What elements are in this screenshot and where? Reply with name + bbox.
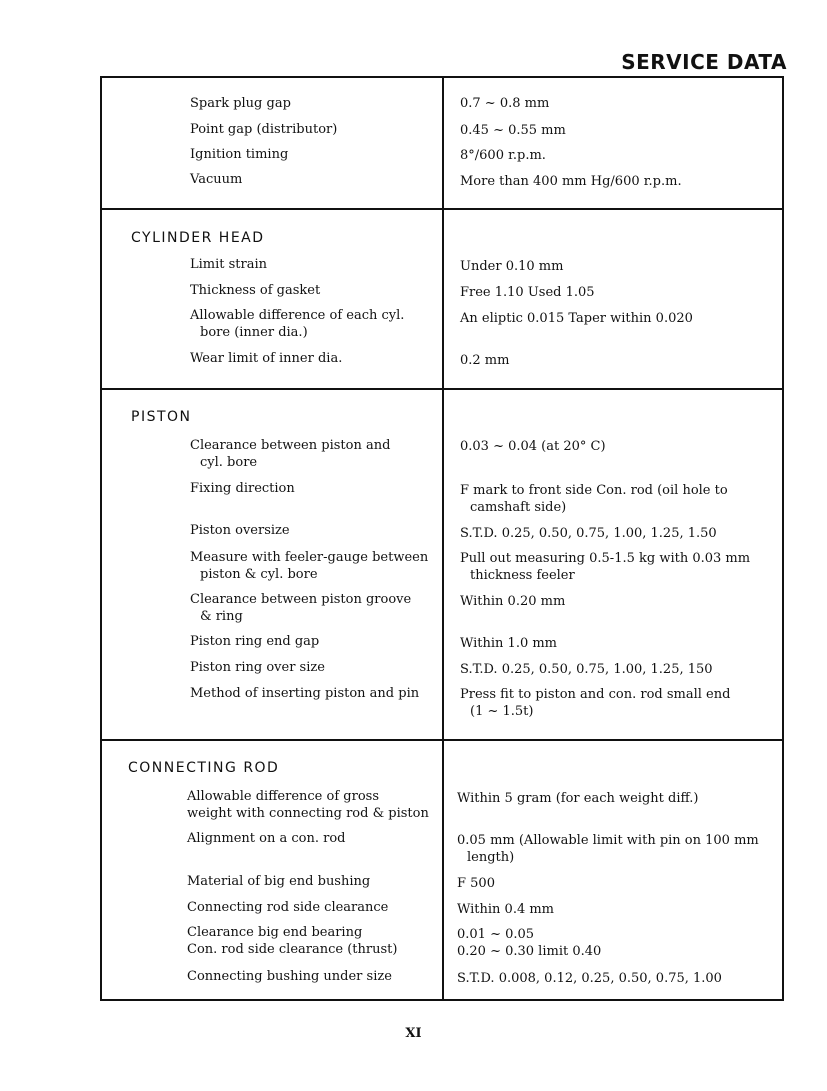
row-value-line: (1 ~ 1.5t) (470, 704, 534, 719)
row-label: Piston ring over size (190, 660, 325, 675)
row-value (460, 550, 780, 584)
row-label-line: weight with connecting rod & piston (187, 806, 429, 821)
row-label: Wear limit of inner dia. (190, 351, 343, 366)
row-label: Ignition timing (190, 147, 289, 162)
row-label (187, 924, 432, 958)
row-label-line: Clearance between piston and (190, 438, 391, 453)
page-number: XI (405, 1026, 422, 1041)
row-value-line: F mark to front side Con. rod (oil hole to (460, 483, 728, 498)
row-label-line: bore (inner dia.) (200, 325, 308, 340)
row-label: Spark plug gap (190, 96, 291, 111)
row-value (460, 482, 780, 516)
row-label: Point gap (distributor) (190, 122, 338, 137)
column-divider (442, 78, 444, 1001)
row-label (190, 591, 435, 625)
row-value-line: 0.01 ~ 0.05 (457, 927, 535, 942)
row-value: F 500 (457, 876, 495, 891)
row-value: 0.2 mm (460, 353, 510, 368)
section-title-connecting-rod: CONNECTING ROD (128, 760, 280, 776)
row-value: S.T.D. 0.008, 0.12, 0.25, 0.50, 0.75, 1.00 (457, 971, 722, 986)
row-label-line: & ring (200, 609, 243, 624)
section-divider (100, 739, 784, 741)
row-label-line: Con. rod side clearance (thrust) (187, 942, 398, 957)
row-label: Vacuum (190, 172, 243, 187)
row-value (457, 926, 777, 960)
section-divider (100, 388, 784, 390)
row-label: Piston oversize (190, 523, 290, 538)
row-value: Within 1.0 mm (460, 636, 558, 651)
row-value: 0.45 ~ 0.55 mm (460, 123, 566, 138)
row-label-line: Allowable difference of each cyl. (190, 308, 405, 323)
row-value: An eliptic 0.015 Taper within 0.020 (460, 311, 693, 326)
row-value: 0.7 ~ 0.8 mm (460, 96, 550, 111)
row-label: Piston ring end gap (190, 634, 320, 649)
row-value: Free 1.10 Used 1.05 (460, 285, 595, 300)
row-value: 0.03 ~ 0.04 (at 20° C) (460, 439, 606, 454)
row-value (457, 832, 777, 866)
row-label: Fixing direction (190, 481, 295, 496)
row-value: S.T.D. 0.25, 0.50, 0.75, 1.00, 1.25, 150 (460, 662, 713, 677)
row-label (190, 437, 435, 471)
section-title-piston: PISTON (131, 409, 192, 425)
row-value-line: camshaft side) (470, 500, 567, 515)
row-value: More than 400 mm Hg/600 r.p.m. (460, 174, 682, 189)
row-value: Within 0.20 mm (460, 594, 566, 609)
page-header-title: SERVICE DATA (621, 50, 787, 74)
row-value (460, 686, 780, 720)
row-value-line: 0.05 mm (Allowable limit with pin on 100 mm (457, 833, 759, 848)
row-label: Thickness of gasket (190, 283, 321, 298)
row-value-line: length) (467, 850, 515, 865)
row-label (187, 788, 432, 822)
row-value: Within 5 gram (for each weight diff.) (457, 791, 699, 806)
row-label-line: cyl. bore (200, 455, 258, 470)
row-value: Under 0.10 mm (460, 259, 564, 274)
row-label (190, 307, 435, 341)
row-label-line: Measure with feeler-gauge between (190, 550, 429, 565)
row-value: Within 0.4 mm (457, 902, 555, 917)
row-label: Connecting rod side clearance (187, 900, 389, 915)
row-value-line: Pull out measuring 0.5-1.5 kg with 0.03 mm (460, 551, 751, 566)
row-label: Alignment on a con. rod (187, 831, 346, 846)
row-label-line: Allowable difference of gross (187, 789, 379, 804)
row-label-line: piston & cyl. bore (200, 567, 318, 582)
row-value-line: Press fit to piston and con. rod small end (460, 687, 731, 702)
row-label: Limit strain (190, 257, 268, 272)
row-value: 8°/600 r.p.m. (460, 148, 546, 163)
row-value: S.T.D. 0.25, 0.50, 0.75, 1.00, 1.25, 1.50 (460, 526, 717, 541)
section-divider (100, 208, 784, 210)
row-label (190, 549, 435, 583)
row-label-line: Clearance between piston groove (190, 592, 412, 607)
row-value-line: thickness feeler (470, 568, 575, 583)
row-label: Connecting bushing under size (187, 969, 392, 984)
section-title-cylinder-head: CYLINDER HEAD (131, 230, 265, 246)
row-label: Method of inserting piston and pin (190, 686, 420, 701)
row-label: Material of big end bushing (187, 874, 371, 889)
row-value-line: 0.20 ~ 0.30 limit 0.40 (457, 944, 602, 959)
row-label-line: Clearance big end bearing (187, 925, 363, 940)
